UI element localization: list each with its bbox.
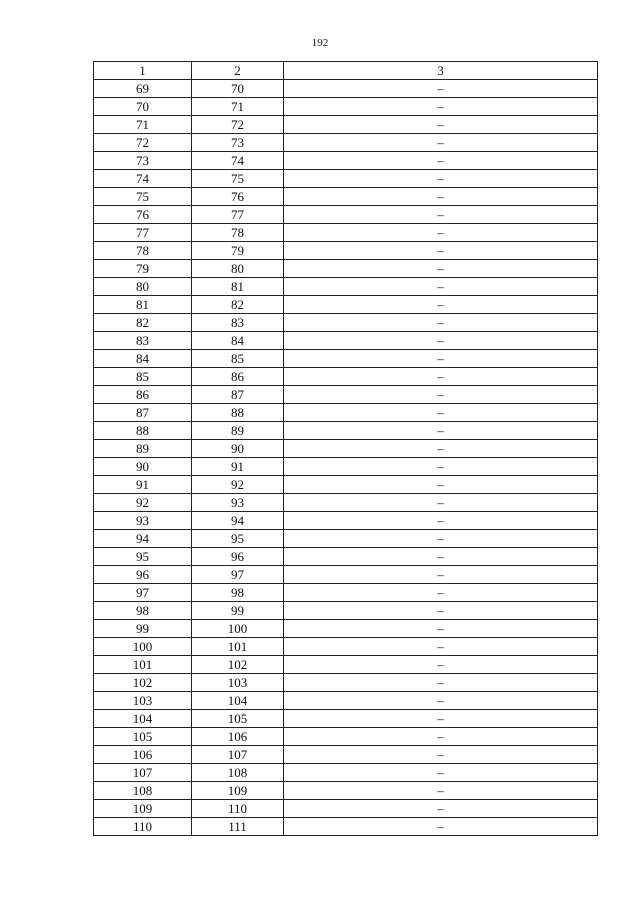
column-header-3: 3 (284, 62, 598, 80)
table-cell-col-1: 106 (94, 746, 192, 764)
table-row (94, 314, 598, 332)
table-cell-col-2: 100 (192, 620, 284, 638)
table-cell-col-2: 88 (192, 404, 284, 422)
table-cell-col-1: 110 (94, 818, 192, 836)
table-cell-col-2: 110 (192, 800, 284, 818)
table-cell-col-3: – (284, 782, 598, 800)
table-cell-col-1: 79 (94, 260, 192, 278)
table-cell-col-2: 97 (192, 566, 284, 584)
table-row (94, 134, 598, 152)
table-cell-col-3: – (284, 332, 598, 350)
table-row (94, 242, 598, 260)
table-cell-col-2: 98 (192, 584, 284, 602)
table-cell-col-3: – (284, 98, 598, 116)
table-cell-col-1: 85 (94, 368, 192, 386)
table-cell-col-3: – (284, 206, 598, 224)
table-cell-col-2: 86 (192, 368, 284, 386)
table-row (94, 566, 598, 584)
table-cell-col-2: 94 (192, 512, 284, 530)
page-number: 192 (311, 37, 329, 49)
table-cell-col-2: 70 (192, 80, 284, 98)
table-cell-col-2: 95 (192, 530, 284, 548)
table-cell-col-3: – (284, 350, 598, 368)
table-cell-col-3: – (284, 638, 598, 656)
table-row (94, 638, 598, 656)
table-row (94, 710, 598, 728)
table-cell-col-2: 106 (192, 728, 284, 746)
table-cell-col-3: – (284, 242, 598, 260)
table-cell-col-1: 93 (94, 512, 192, 530)
table-cell-col-1: 75 (94, 188, 192, 206)
table-row (94, 728, 598, 746)
table-cell-col-3: – (284, 710, 598, 728)
table-cell-col-1: 76 (94, 206, 192, 224)
table-cell-col-1: 69 (94, 80, 192, 98)
table-cell-col-2: 91 (192, 458, 284, 476)
table-row (94, 458, 598, 476)
table-cell-col-3: – (284, 188, 598, 206)
table-cell-col-2: 90 (192, 440, 284, 458)
table-cell-col-1: 96 (94, 566, 192, 584)
table-cell-col-2: 92 (192, 476, 284, 494)
table-cell-col-3: – (284, 620, 598, 638)
table-cell-col-2: 74 (192, 152, 284, 170)
table-row (94, 602, 598, 620)
table-cell-col-1: 94 (94, 530, 192, 548)
table-cell-col-2: 96 (192, 548, 284, 566)
table-row (94, 368, 598, 386)
table-cell-col-3: – (284, 548, 598, 566)
table-cell-col-2: 105 (192, 710, 284, 728)
table-cell-col-2: 75 (192, 170, 284, 188)
table-cell-col-3: – (284, 458, 598, 476)
table-cell-col-1: 97 (94, 584, 192, 602)
table-cell-col-2: 79 (192, 242, 284, 260)
table-cell-col-2: 101 (192, 638, 284, 656)
table-row (94, 530, 598, 548)
table-cell-col-2: 77 (192, 206, 284, 224)
table-row (94, 620, 598, 638)
table-cell-col-3: – (284, 422, 598, 440)
table-row (94, 296, 598, 314)
table-row (94, 494, 598, 512)
table-cell-col-2: 111 (192, 818, 284, 836)
table-cell-col-3: – (284, 224, 598, 242)
table-row (94, 584, 598, 602)
table-cell-col-3: – (284, 818, 598, 836)
table-row (94, 656, 598, 674)
data-table (93, 61, 598, 836)
table-cell-col-2: 71 (192, 98, 284, 116)
table-cell-col-2: 87 (192, 386, 284, 404)
table-cell-col-3: – (284, 584, 598, 602)
table-row (94, 98, 598, 116)
table-cell-col-3: – (284, 296, 598, 314)
table-cell-col-1: 80 (94, 278, 192, 296)
table-row (94, 170, 598, 188)
table-cell-col-2: 102 (192, 656, 284, 674)
table-cell-col-2: 83 (192, 314, 284, 332)
table-cell-col-2: 99 (192, 602, 284, 620)
table-cell-col-1: 86 (94, 386, 192, 404)
table-cell-col-2: 89 (192, 422, 284, 440)
table-cell-col-3: – (284, 440, 598, 458)
table-row (94, 116, 598, 134)
table-row (94, 818, 598, 836)
table-row (94, 674, 598, 692)
table-cell-col-2: 103 (192, 674, 284, 692)
table-row (94, 332, 598, 350)
table-row (94, 278, 598, 296)
table-row (94, 404, 598, 422)
table-row (94, 512, 598, 530)
table-cell-col-1: 109 (94, 800, 192, 818)
table-cell-col-1: 73 (94, 152, 192, 170)
table-cell-col-2: 80 (192, 260, 284, 278)
table-cell-col-3: – (284, 692, 598, 710)
table-cell-col-3: – (284, 134, 598, 152)
table-cell-col-1: 99 (94, 620, 192, 638)
table-body (94, 80, 598, 836)
table-cell-col-3: – (284, 728, 598, 746)
table-cell-col-3: – (284, 116, 598, 134)
table-cell-col-1: 98 (94, 602, 192, 620)
table-row (94, 260, 598, 278)
table-cell-col-3: – (284, 80, 598, 98)
table-row (94, 548, 598, 566)
table-cell-col-1: 71 (94, 116, 192, 134)
table-header (94, 62, 598, 80)
table-cell-col-3: – (284, 800, 598, 818)
table-cell-col-2: 107 (192, 746, 284, 764)
table-cell-col-1: 84 (94, 350, 192, 368)
table-cell-col-1: 81 (94, 296, 192, 314)
table-row (94, 188, 598, 206)
table-cell-col-1: 89 (94, 440, 192, 458)
table-cell-col-3: – (284, 656, 598, 674)
table-cell-col-1: 95 (94, 548, 192, 566)
table-cell-col-2: 93 (192, 494, 284, 512)
table-row (94, 422, 598, 440)
table-cell-col-1: 108 (94, 782, 192, 800)
table-row (94, 800, 598, 818)
table-row (94, 440, 598, 458)
table-cell-col-1: 91 (94, 476, 192, 494)
table-cell-col-1: 102 (94, 674, 192, 692)
table-cell-col-3: – (284, 530, 598, 548)
table-cell-col-1: 74 (94, 170, 192, 188)
table-cell-col-1: 78 (94, 242, 192, 260)
table-cell-col-3: – (284, 764, 598, 782)
table-cell-col-3: – (284, 386, 598, 404)
table-row (94, 152, 598, 170)
table-cell-col-1: 88 (94, 422, 192, 440)
table-cell-col-2: 84 (192, 332, 284, 350)
table-row (94, 224, 598, 242)
table-cell-col-1: 103 (94, 692, 192, 710)
column-header-2: 2 (192, 62, 284, 80)
table-row (94, 206, 598, 224)
table-cell-col-3: – (284, 602, 598, 620)
column-header-1: 1 (94, 62, 192, 80)
table-cell-col-2: 72 (192, 116, 284, 134)
table-cell-col-1: 70 (94, 98, 192, 116)
table-row (94, 80, 598, 98)
table-cell-col-2: 73 (192, 134, 284, 152)
table-cell-col-2: 85 (192, 350, 284, 368)
table-cell-col-3: – (284, 152, 598, 170)
table-cell-col-3: – (284, 512, 598, 530)
table-cell-col-1: 101 (94, 656, 192, 674)
table-cell-col-3: – (284, 278, 598, 296)
table-row (94, 746, 598, 764)
table-cell-col-1: 105 (94, 728, 192, 746)
table-row (94, 386, 598, 404)
table-cell-col-3: – (284, 476, 598, 494)
table-cell-col-1: 77 (94, 224, 192, 242)
table-cell-col-3: – (284, 494, 598, 512)
table-cell-col-3: – (284, 170, 598, 188)
table-cell-col-1: 82 (94, 314, 192, 332)
table-cell-col-3: – (284, 260, 598, 278)
table-cell-col-2: 108 (192, 764, 284, 782)
table-cell-col-1: 90 (94, 458, 192, 476)
table-cell-col-1: 83 (94, 332, 192, 350)
table-cell-col-3: – (284, 746, 598, 764)
table-cell-col-1: 104 (94, 710, 192, 728)
table-row (94, 476, 598, 494)
table-cell-col-2: 82 (192, 296, 284, 314)
table-cell-col-2: 81 (192, 278, 284, 296)
table-cell-col-3: – (284, 404, 598, 422)
table-cell-col-3: – (284, 368, 598, 386)
table-cell-col-3: – (284, 566, 598, 584)
table-cell-col-1: 100 (94, 638, 192, 656)
table-cell-col-2: 109 (192, 782, 284, 800)
table-cell-col-1: 92 (94, 494, 192, 512)
header-row (94, 62, 598, 80)
table-cell-col-2: 78 (192, 224, 284, 242)
table-row (94, 782, 598, 800)
table-cell-col-1: 107 (94, 764, 192, 782)
table-row (94, 764, 598, 782)
table-cell-col-3: – (284, 674, 598, 692)
table-row (94, 692, 598, 710)
table-row (94, 350, 598, 368)
table-cell-col-1: 87 (94, 404, 192, 422)
table-cell-col-3: – (284, 314, 598, 332)
table-cell-col-2: 104 (192, 692, 284, 710)
table-cell-col-2: 76 (192, 188, 284, 206)
table-cell-col-1: 72 (94, 134, 192, 152)
